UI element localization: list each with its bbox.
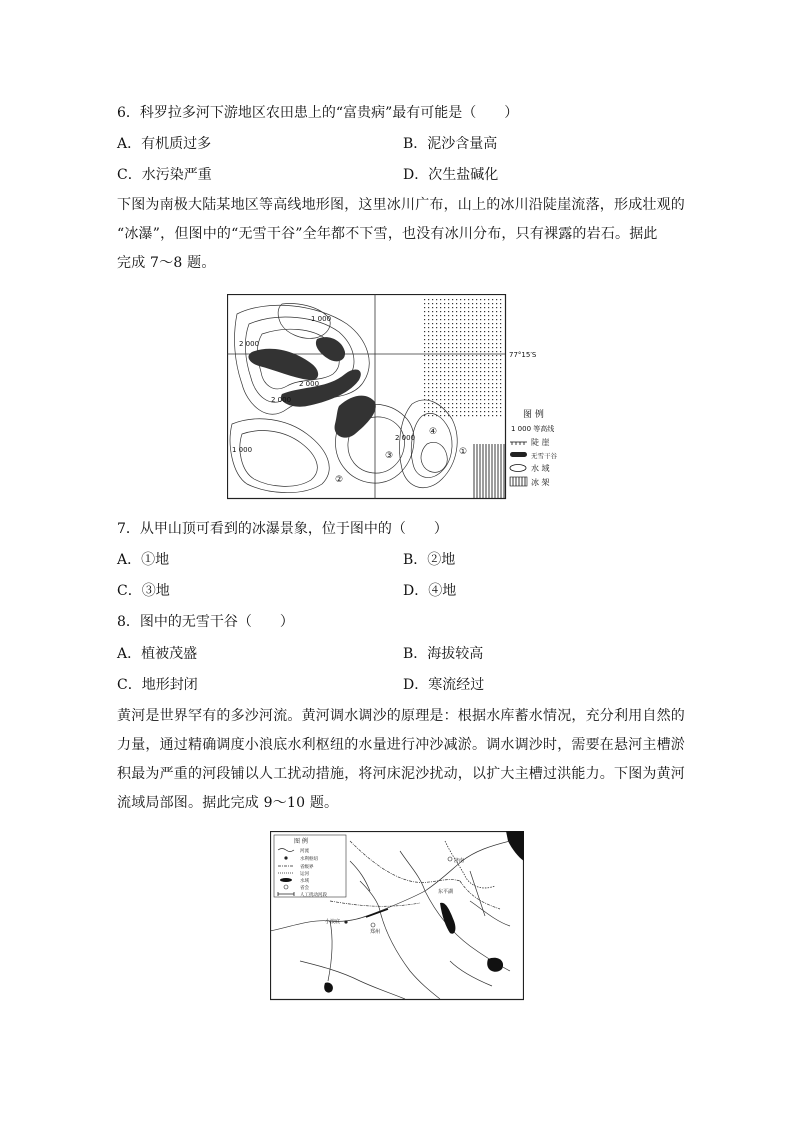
intro2-line-2: 力量，通过精确调度小浪底水利枢纽的水量进行冲沙减淤。调水调沙时，需要在悬河主槽淤	[117, 737, 685, 753]
question-7-stem: 7．从甲山顶可看到的冰瀑景象，位于图中的（ ）	[117, 521, 448, 537]
contour-label-6: 2 000	[395, 434, 416, 442]
marker-1: ①	[459, 447, 468, 457]
latitude-label: 77°15′S	[509, 351, 537, 359]
legend1-title: 图 例	[523, 410, 544, 420]
legend2-boundary: 省级界	[300, 865, 314, 870]
q8-option-d[interactable]: D．寒流经过	[403, 677, 485, 693]
marker-4: ④	[429, 427, 438, 437]
q7-option-b[interactable]: B．②地	[403, 552, 456, 568]
legend1-dryvalley: 无雪干谷	[531, 452, 557, 460]
antarctic-contour-map	[227, 294, 574, 500]
legend1-cliff: 陡 崖	[531, 438, 550, 447]
q7-option-a[interactable]: A．①地	[117, 552, 170, 568]
legend2-water: 水域	[300, 879, 309, 884]
q7-option-c[interactable]: C．③地	[117, 583, 170, 599]
cliff-symbol-icon	[510, 442, 527, 445]
question-6-stem: 6．科罗拉多河下游地区农田患上的“富贵病”最有可能是（ ）	[117, 105, 519, 121]
legend1-iceshelf: 冰 架	[531, 478, 550, 487]
legend2-canal: 运河	[300, 872, 309, 877]
xiaolangdi-marker-icon	[344, 920, 347, 923]
contour-label-5: 1 000	[232, 446, 253, 454]
intro1-line-2: “冰瀑”，但图中的“无雪干谷”全年都不下雪，也没有冰川分布，只有裸露的岩石。据此	[117, 226, 658, 242]
contour-label-1: 1 000	[311, 315, 332, 323]
contour-label-2: 2 000	[239, 340, 260, 348]
water-symbol-icon	[510, 465, 526, 472]
legend2-river: 河流	[300, 849, 309, 854]
q6-option-d[interactable]: D．次生盐碱化	[403, 167, 499, 183]
legend2-title: 图 例	[294, 838, 308, 845]
intro-paragraph-9-10	[117, 702, 685, 818]
intro2-line-3: 积最为严重的河段铺以人工扰动措施，将河床泥沙扰动，以扩大主槽过洪能力。下图为黄河	[117, 766, 685, 782]
intro2-line-4: 流域局部图。据此完成 9～10 题。	[117, 795, 339, 811]
q8-option-b[interactable]: B．海拔较高	[403, 646, 484, 662]
dam-symbol-icon	[284, 856, 287, 859]
legend1-water: 水 域	[531, 464, 550, 473]
map1-legend	[510, 408, 558, 487]
intro2-line-1: 黄河是世界罕有的多沙河流。黄河调水调沙的原理是：根据水库蓄水情况，充分利用自然的	[117, 708, 685, 724]
intro1-line-1: 下图为南极大陆某地区等高线地形图，这里冰川广布，山上的冰川沿陡崖流落，形成壮观的	[117, 197, 685, 213]
contour-label-3: 2 000	[299, 380, 320, 388]
q8-option-c[interactable]: C．地形封闭	[117, 677, 198, 693]
q7-option-d[interactable]: D．④地	[403, 583, 457, 599]
intro-paragraph-7-8	[117, 191, 685, 278]
place-zhengzhou: 郑州	[370, 929, 381, 935]
place-dongpinghu: 东平湖	[438, 889, 454, 895]
legend1-contour: 1 000 等高线	[511, 425, 555, 433]
q6-option-b[interactable]: B．泥沙含量高	[403, 136, 498, 152]
contour-label-4: 2 000	[271, 396, 292, 404]
waterbody-symbol-icon	[280, 878, 292, 882]
legend2-dam: 水利枢纽	[300, 857, 318, 862]
legend2-capital: 省会	[300, 886, 309, 891]
map2-legend	[274, 835, 346, 898]
q6-option-a[interactable]: A．有机质过多	[117, 136, 212, 152]
q6-option-c[interactable]: C．水污染严重	[117, 167, 212, 183]
question-8-stem: 8．图中的无雪干谷（ ）	[117, 614, 294, 630]
place-jinan: 济南	[454, 858, 465, 864]
legend2-disturbance: 人工扰动河段	[300, 893, 327, 898]
q8-option-a[interactable]: A．植被茂盛	[117, 646, 198, 662]
marker-2: ②	[335, 475, 344, 485]
ice-shelf-symbol-icon	[510, 477, 527, 486]
intro1-line-3: 完成 7～8 题。	[117, 255, 216, 271]
marker-3: ③	[385, 451, 394, 461]
yellow-river-basin-map	[270, 831, 524, 1001]
place-xiaolangdi: 小浪底	[325, 919, 341, 925]
dry-valley-symbol-icon	[510, 452, 527, 457]
